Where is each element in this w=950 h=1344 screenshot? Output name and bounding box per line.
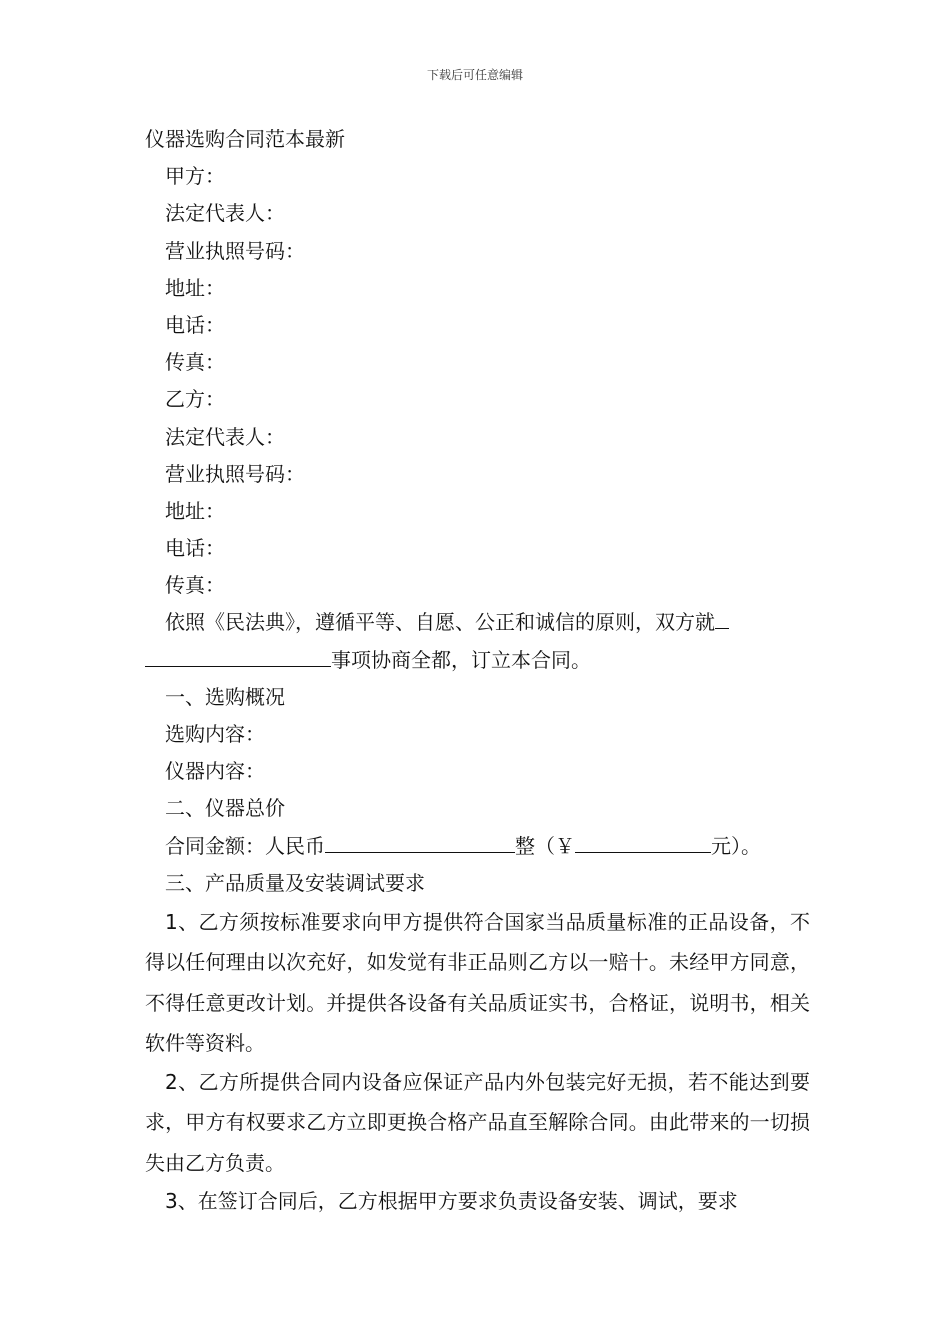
page-header-note: 下载后可任意编辑 — [426, 68, 523, 82]
clause-1: 1、乙方须按标准要求向甲方提供符合国家当品质量标准的正品设备，不得以任何理由以次充好，如发觉有非正品则乙方以一赔十。未经甲方同意，不得任意更改计划。并提供各设备有关品质证实书，合格证，说明书，相关软件等资料。 — [145, 909, 810, 1056]
intro-line-1 — [145, 604, 810, 641]
party-a-rep: 法定代表人： — [165, 201, 285, 226]
amount-label: 合同金额：人民币 — [165, 833, 325, 858]
purchase-content: 选购内容： — [165, 722, 265, 746]
matter-blank-start — [715, 608, 729, 629]
amount-end: 元）。 — [711, 833, 761, 858]
party-a-fax: 传真： — [165, 350, 225, 375]
amount-mid: 整（￥ — [515, 833, 575, 858]
party-a-address: 地址： — [165, 275, 225, 300]
party-b-fax: 传真： — [165, 573, 225, 598]
amount-rmb-blank — [325, 832, 515, 853]
clause-2: 2、乙方所提供合同内设备应保证产品内外包装完好无损，若不能达到要求，甲方有权要求乙方立即更换合格产品直至解除合同。由此带来的一切损失由乙方负责。 — [145, 1069, 810, 1175]
party-b-rep: 法定代表人： — [165, 424, 285, 449]
party-b-phone: 电话： — [165, 536, 225, 561]
party-a-label: 甲方： — [165, 164, 225, 189]
section-3-heading: 三、产品质量及安装调试要求 — [165, 870, 425, 895]
intro-line-2 — [145, 642, 810, 679]
intro-text-1: 依照《民法典》，遵循平等、自愿、公正和诚信的原则，双方就 — [165, 610, 715, 635]
party-a-phone: 电话： — [165, 312, 225, 337]
party-b-license: 营业执照号码： — [165, 461, 305, 486]
party-b-address: 地址： — [165, 498, 225, 523]
party-b-label: 乙方： — [165, 387, 225, 412]
section-1-heading: 一、选购概况 — [165, 684, 285, 709]
clause-3: 3、在签订合同后，乙方根据甲方要求负责设备安装、调试，要求 — [165, 1189, 738, 1214]
document-title: 仪器选购合同范本最新 — [145, 127, 345, 151]
contract-amount-line — [145, 828, 810, 865]
amount-yen-blank — [575, 832, 711, 853]
party-a-license: 营业执照号码： — [165, 238, 305, 263]
instrument-content: 仪器内容： — [165, 759, 265, 784]
matter-blank — [145, 646, 331, 667]
intro-text-2: 事项协商全都，订立本合同。 — [331, 647, 591, 672]
contract-document — [145, 121, 810, 1222]
section-2-heading: 二、仪器总价 — [165, 796, 285, 821]
